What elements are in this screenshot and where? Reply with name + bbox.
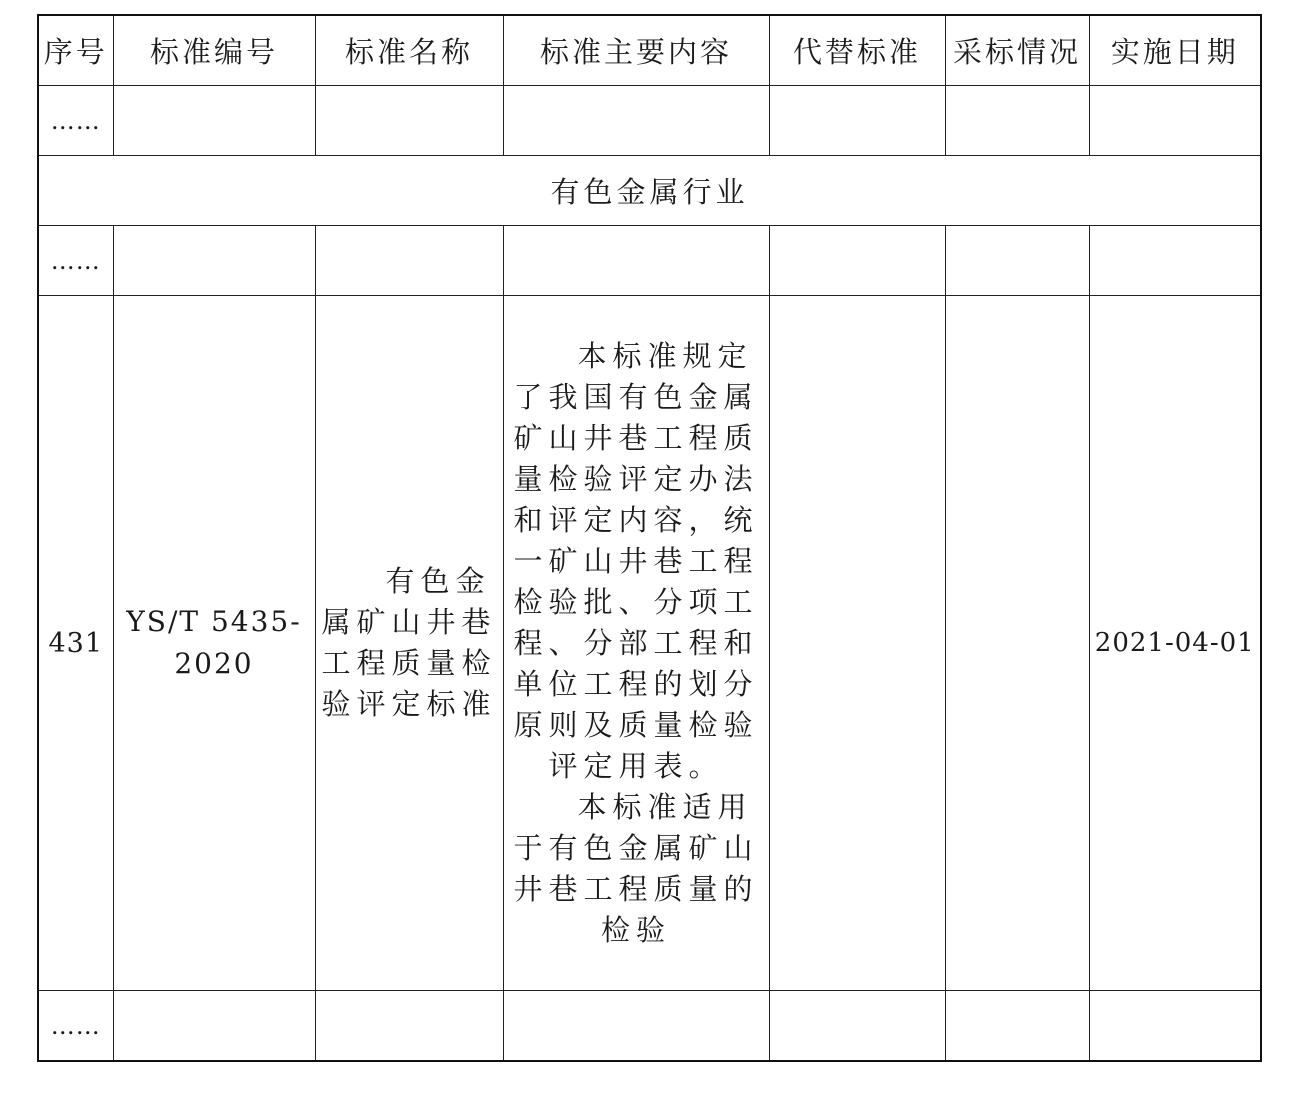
replaced-standard-cell <box>769 296 945 991</box>
section-title: 有色金属行业 <box>38 156 1261 226</box>
standard-name-text: 有色金属矿山井巷工程质量检验评定标准 <box>321 564 497 721</box>
table-row <box>38 296 1261 991</box>
adoption-status-cell <box>945 296 1089 991</box>
ellipsis-row <box>38 86 1261 156</box>
standards-table <box>37 14 1262 1062</box>
header-standard-code: 标准编号 <box>113 15 315 86</box>
empty-cell <box>113 226 315 296</box>
header-serial-number: 序号 <box>38 15 113 86</box>
standard-code-cell: YS/T 5435-2020 <box>113 296 315 991</box>
empty-cell <box>315 991 503 1062</box>
header-row <box>38 15 1261 86</box>
header-main-content: 标准主要内容 <box>503 15 769 86</box>
empty-cell <box>1089 86 1261 156</box>
empty-cell <box>1089 226 1261 296</box>
empty-cell <box>769 86 945 156</box>
main-content-cell <box>503 296 769 991</box>
empty-cell <box>113 86 315 156</box>
header-implementation-date: 实施日期 <box>1089 15 1261 86</box>
header-standard-name: 标准名称 <box>315 15 503 86</box>
empty-cell <box>769 226 945 296</box>
ellipsis-row <box>38 226 1261 296</box>
ellipsis-row <box>38 991 1261 1062</box>
empty-cell <box>113 991 315 1062</box>
empty-cell <box>503 86 769 156</box>
empty-cell <box>945 226 1089 296</box>
empty-cell <box>503 226 769 296</box>
empty-cell <box>315 86 503 156</box>
header-replaced-standard: 代替标准 <box>769 15 945 86</box>
empty-cell <box>503 991 769 1062</box>
ellipsis-cell: …… <box>38 991 113 1062</box>
empty-cell <box>315 226 503 296</box>
empty-cell <box>945 991 1089 1062</box>
ellipsis-cell: …… <box>38 86 113 156</box>
content-paragraph-1: 本标准规定了我国有色金属矿山井巷工程质量检验评定办法和评定内容，统一矿山井巷工程检验批、分项工程、分部工程和单位工程的划分原则及质量检验评定用表。 <box>513 338 759 783</box>
ellipsis-cell: …… <box>38 226 113 296</box>
section-row <box>38 156 1261 226</box>
empty-cell <box>769 991 945 1062</box>
standard-name-cell <box>315 296 503 991</box>
serial-number-cell: 431 <box>38 296 113 991</box>
header-adoption-status: 采标情况 <box>945 15 1089 86</box>
empty-cell <box>945 86 1089 156</box>
implementation-date-cell: 2021-04-01 <box>1089 296 1261 991</box>
empty-cell <box>1089 991 1261 1062</box>
content-paragraph-2: 本标准适用于有色金属矿山井巷工程质量的检验 <box>513 789 759 947</box>
